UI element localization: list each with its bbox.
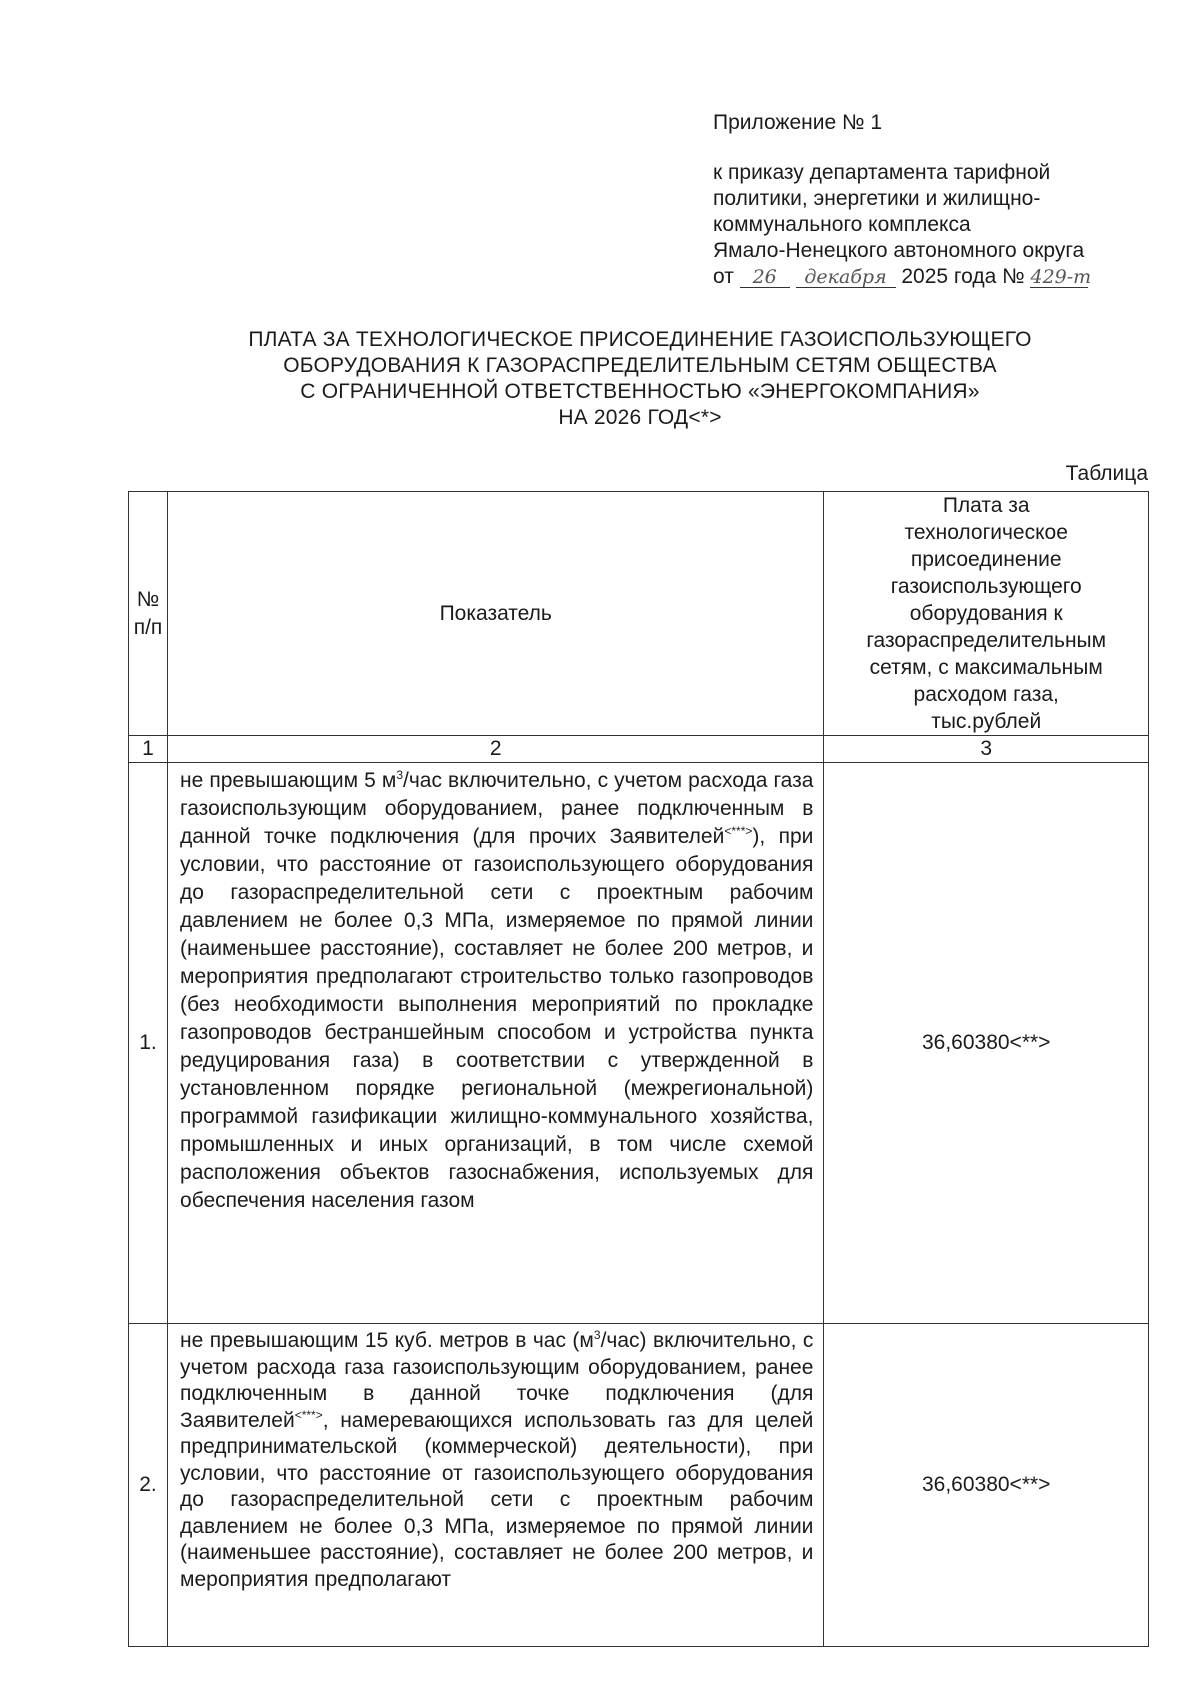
header-fee-line: тыс.рублей xyxy=(931,710,1042,733)
row-text-superscript: <***> xyxy=(724,824,753,838)
header-col-number-line-1: № xyxy=(136,587,160,611)
title-line-1: ПЛАТА ЗА ТЕХНОЛОГИЧЕСКОЕ ПРИСОЕДИНЕНИЕ ГАЗОИСПОЛЬЗУЮЩЕГО xyxy=(248,328,1032,351)
row-text-part: /час) включительно, с учетом расхода газа газоиспользующим оборудованием, ранее подключенным в данной точке подключения (для Заявителей xyxy=(180,1329,814,1432)
title-line-4: НА 2026 ГОД<*> xyxy=(558,406,722,429)
row-text-part: ), при условии, что расстояние от газоиспользующего оборудования до газораспределительной сети с проектным рабочим давлением не более 0,3 МПа, измеряемое по прямой линии (наименьшее расстояние), составляет не более 200 метров, и мероприятия предполагают строительство только газопроводов (без необходимости выполнения мероприятий по прокладке газопроводов бестраншейным способом и устройства пункта редуцирования газа) в соответствии с утвержденной в установленном порядке региональной (межрегиональной) программой газификации жилищно-коммунального хозяйства, промышленных и иных организаций, в том числе схемой расположения объектов газоснабжения, используемых для обеспечения населения газом xyxy=(180,825,814,1212)
header-fee-line: оборудования к xyxy=(909,602,1063,625)
header-fee-line: расходом газа, xyxy=(913,683,1059,706)
date-year: 2025 года № xyxy=(901,265,1025,288)
annex-line-3: коммунального комплекса xyxy=(713,213,971,236)
row-number: 2. xyxy=(129,1324,168,1647)
document-title xyxy=(150,327,1130,431)
column-number-1: 1 xyxy=(129,736,168,763)
column-number-row xyxy=(129,736,1149,763)
handwritten-day: 26 xyxy=(740,267,790,288)
title-line-3: С ОГРАНИЧЕННОЙ ОТВЕТСТВЕННОСТЬЮ «ЭНЕРГОКОМПАНИЯ» xyxy=(300,380,980,403)
annex-title: Приложение № 1 xyxy=(713,111,883,134)
table-row xyxy=(129,1324,1149,1647)
annex-block xyxy=(713,110,1153,290)
row-text-superscript: 3 xyxy=(396,768,404,782)
header-fee-line: технологическое xyxy=(904,521,1068,544)
table-header-row xyxy=(129,492,1149,736)
annex-line-1: к приказу департамента тарифной xyxy=(713,161,1051,184)
table-label: Таблица xyxy=(1065,462,1148,485)
handwritten-month: декабря xyxy=(796,267,896,288)
row-indicator-text xyxy=(168,763,824,1324)
annex-line-4: Ямало-Ненецкого автономного округа xyxy=(713,239,1085,262)
row-fee-value: 36,60380<**> xyxy=(824,1324,1149,1647)
header-fee-line: газоиспользующего xyxy=(890,575,1082,598)
header-col-number-line-2: п/п xyxy=(133,615,163,639)
row-indicator-text xyxy=(168,1324,824,1647)
header-col-fee xyxy=(824,492,1149,736)
header-col-number xyxy=(129,492,168,736)
table-row xyxy=(129,763,1149,1324)
row-number: 1. xyxy=(129,763,168,1324)
row-text-superscript: <***> xyxy=(294,1407,323,1422)
header-fee-line: сетям, с максимальным xyxy=(869,656,1103,679)
row-text-part: не превышающим 5 м xyxy=(180,769,397,792)
date-prefix: от xyxy=(713,265,734,288)
row-text-part: , намеревающихся использовать газ для целей предпринимательской (коммерческой) деятельности), при условии, что расстояние от газоиспользующего оборудования до газораспределительной сети с проектным рабочим давлением не более 0,3 МПа, измеряемое по прямой линии (наименьшее расстояние), составляет не более 200 метров, и мероприятия предполагают xyxy=(180,1408,814,1591)
column-number-2: 2 xyxy=(168,736,824,763)
tariff-table xyxy=(128,491,1149,1647)
row-text-superscript: 3 xyxy=(593,1328,601,1342)
header-fee-line: газораспределительным xyxy=(866,629,1107,652)
header-col-indicator: Показатель xyxy=(168,492,824,736)
row-fee-value: 36,60380<**> xyxy=(824,763,1149,1324)
title-line-2: ОБОРУДОВАНИЯ К ГАЗОРАСПРЕДЕЛИТЕЛЬНЫМ СЕТЯМ ОБЩЕСТВА xyxy=(283,354,997,377)
row-text-part: не превышающим 15 куб. метров в час (м xyxy=(180,1329,594,1352)
header-fee-line: Плата за xyxy=(942,494,1030,517)
column-number-3: 3 xyxy=(824,736,1149,763)
handwritten-order-number: 429-т xyxy=(1030,266,1092,288)
annex-line-2: политики, энергетики и жилищно- xyxy=(713,187,1041,210)
annex-date-line xyxy=(713,264,1153,290)
row-text-part: /час включительно, с учетом расхода газа газоиспользующим оборудованием, ранее подключенным в данной точке подключения (для прочих Заявителей xyxy=(180,769,814,848)
header-fee-line: присоединение xyxy=(910,548,1062,571)
